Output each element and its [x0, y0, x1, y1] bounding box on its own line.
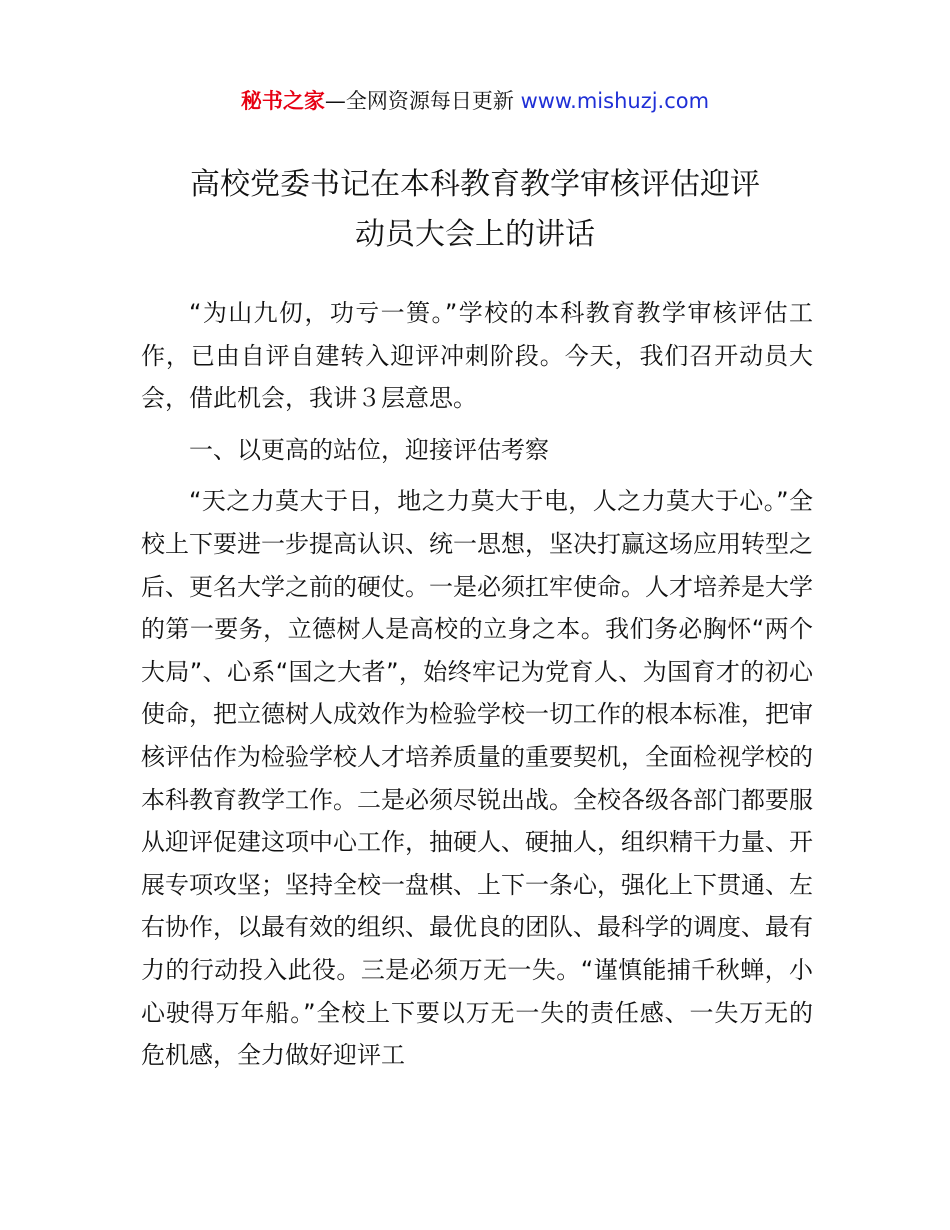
document-body [141, 292, 813, 1086]
site-brand: 秘书之家 [240, 89, 325, 113]
section-heading-1: 一、以更高的站位，迎接评估考察 [189, 435, 549, 464]
paragraph-section-1: “天之力莫大于日，地之力莫大于电，人之力莫大于心。”全校上下要进一步提高认识、统一思想，坚决打赢这场应用转型之后、更名大学之前的硬仗。一是必须扛牢使命。人才培养是大学的第一要务，立德树人是高校的立身之本。我们务必胸怀“两个大局”、心系“国之大者”，始终牢记为党育人、为国育才的初心使命，把立德树人成效作为检验学校一切工作的根本标准，把审核评估作为检验学校人才培养质量的重要契机，全面检视学校的本科教育教学工作。二是必须尽锐出战。全校各级各部门都要服从迎评促建这项中心工作，抽硬人、硬抽人，组织精干力量、开展专项攻坚；坚持全校一盘棋、上下一条心，强化上下贯通、左右协作，以最有效的组织、最优良的团队、最科学的调度、最有力的行动投入此役。三是必须万无一失。“谨慎能捕千秋蝉，小心驶得万年船。”全校上下要以万无一失的责任感、一失万无的危机感，全力做好迎评工 [141, 487, 813, 1070]
paragraph-intro: “为山九仞，功亏一篑。”学校的本科教育教学审核评估工作，已由自评自建转入迎评冲刺阶段。今天，我们召开动员大会，借此机会，我讲３层意思。 [141, 299, 813, 413]
document-title-line-2: 动员大会上的讲话 [355, 217, 595, 252]
document-title-line-1: 高校党委书记在本科教育教学审核评估迎评 [190, 167, 760, 202]
site-header [0, 86, 950, 116]
site-url-link[interactable]: www.mishuzj.com [520, 89, 710, 113]
site-slogan: —全网资源每日更新 [324, 89, 521, 113]
document-title [0, 160, 950, 260]
